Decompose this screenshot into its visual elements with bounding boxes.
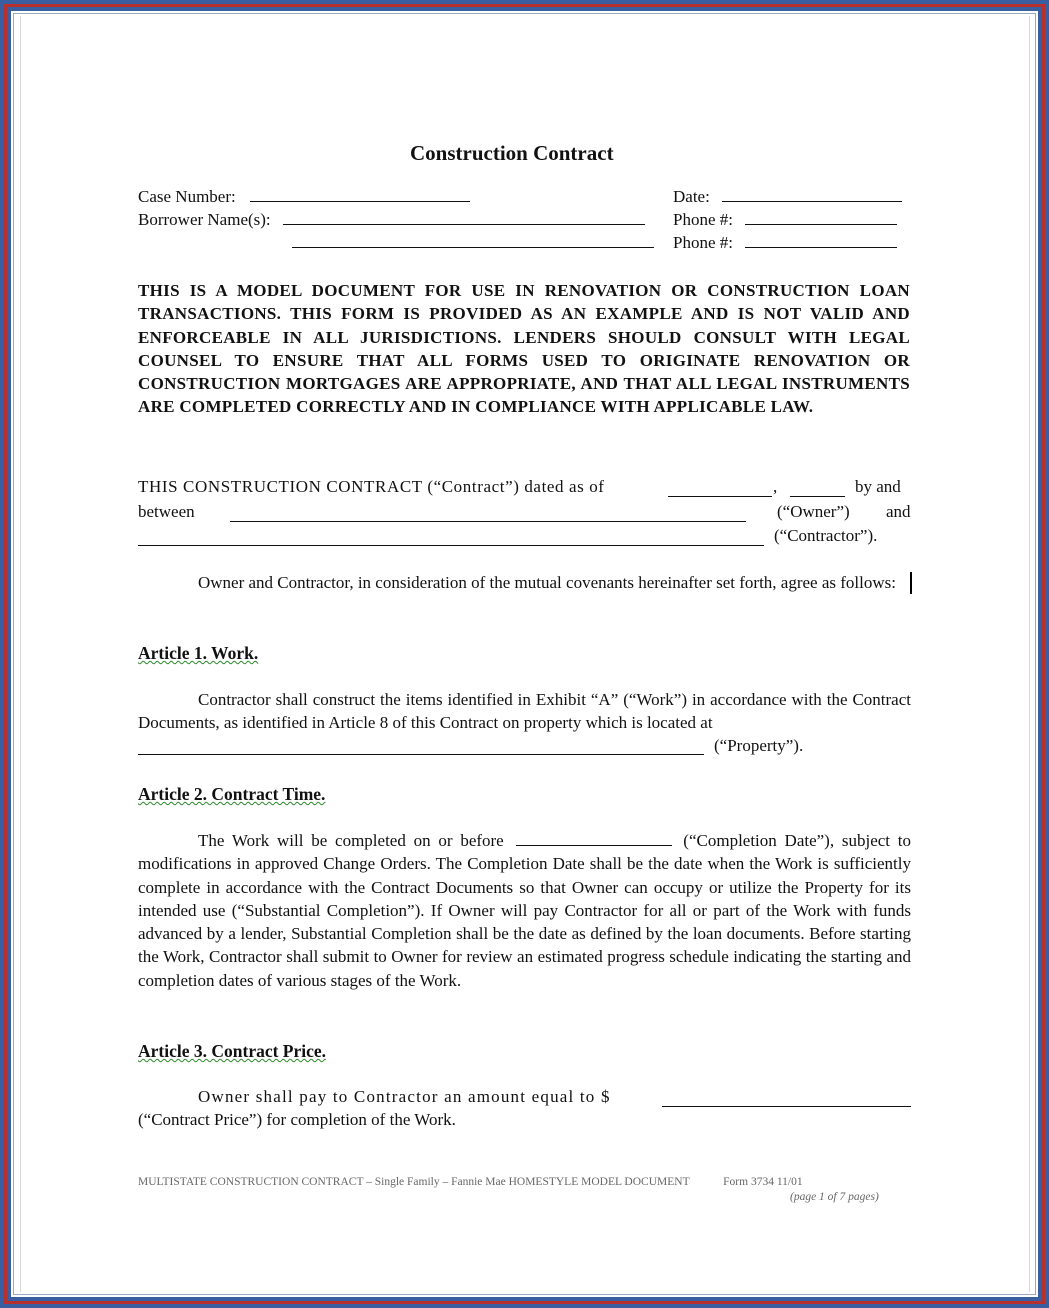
preamble-text: THIS CONSTRUCTION CONTRACT (“Contract”) dated as of [138,477,605,496]
footer-left [138,1176,803,1188]
preamble-contractor: (“Contractor”). [774,526,878,545]
article-1-property: (“Property”). [714,736,804,755]
case-number-field[interactable] [138,187,470,207]
intro-paragraph [138,571,911,594]
article-1-paragraph [138,688,911,735]
article-3-text-start: Owner shall pay to Contractor an amount equal to $ [198,1087,611,1106]
contract-year-blank[interactable] [790,496,845,497]
article-3-text-end: (“Contract Price”) for completion of the Work. [138,1110,456,1129]
document-title: Construction Contract [410,141,614,165]
case-number-label: Case Number: [138,187,236,206]
borrower-name-blank-2[interactable] [292,247,654,248]
preamble-line-1 [138,477,605,497]
preamble-comma: , [773,477,778,496]
footer-form: Form 3734 11/01 [723,1176,803,1188]
phone-label-1: Phone #: [673,210,733,229]
phone-field-1[interactable] [673,210,897,230]
borrower-name-label: Borrower Name(s): [138,210,271,229]
borrower-name-blank-1[interactable] [283,210,645,225]
preamble-between: between [138,502,195,521]
owner-name-blank[interactable] [230,521,746,522]
case-number-blank[interactable] [250,187,470,202]
article-3-heading: Article 3. Contract Price. [138,1041,327,1061]
preamble-by-and: by and [855,477,901,496]
property-address-blank[interactable] [138,754,704,755]
preamble-owner: (“Owner”) [777,502,850,521]
contract-date-blank[interactable] [668,496,772,497]
article-2-heading: Article 2. Contract Time. [138,784,326,804]
intro-text: Owner and Contractor, in consideration of the mutual covenants hereinafter set forth, agree as follows: [198,573,896,592]
preamble-and: and [886,502,911,521]
contract-price-blank[interactable] [662,1106,911,1107]
completion-date-blank[interactable] [516,831,672,846]
text-cursor [910,572,912,594]
date-label: Date: [673,187,710,206]
footer-title: MULTISTATE CONSTRUCTION CONTRACT – Single Family – Fannie Mae HOMESTYLE MODEL DOCUMENT [138,1176,690,1188]
article-2-text: (“Completion Date”), subject to modifications in approved Change Orders. The Completion Date shall be the date when the Work is sufficiently complete in accordance with the Contract Documents so that Owner can occupy or utilize the Property for its intended use (“Substantial Completion”). If Owner will pay Contractor for all or part of the Work with funds advanced by a lender, Substantial Completion shall be the date as defined by the loan documents. Before starting the Work, Contractor shall submit to Owner for review an estimated progress schedule indicating the starting and completion dates of various stages of the Work. [138,831,912,990]
article-2-text-start: The Work will be completed on or before [198,831,504,850]
phone-blank-2[interactable] [745,233,897,248]
article-2-paragraph [138,829,911,992]
borrower-name-field[interactable] [138,210,645,230]
date-field[interactable] [673,187,902,207]
date-blank[interactable] [722,187,902,202]
footer-page: (page 1 of 7 pages) [790,1191,879,1203]
contractor-name-blank[interactable] [138,545,764,546]
article-1-heading: Article 1. Work. [138,643,259,663]
phone-label-2: Phone #: [673,233,733,252]
phone-field-2[interactable] [673,233,897,253]
legal-notice: THIS IS A MODEL DOCUMENT FOR USE IN RENOVATION OR CONSTRUCTION LOAN TRANSACTIONS. THIS FORM IS PROVIDED AS AN EXAMPLE AND IS NOT VALID AND ENFORCEABLE IN ALL JURISDICTIONS. LENDERS SHOULD CONSULT WITH LEGAL COUNSEL TO ENSURE THAT ALL FORMS USED TO ORIGINATE RENOVATION OR CONSTRUCTION MORTGAGES ARE APPROPRIATE, AND THAT ALL LEGAL INSTRUMENTS ARE COMPLETED CORRECTLY AND IN COMPLIANCE WITH APPLICABLE LAW. [138,281,910,417]
article-1-text: Contractor shall construct the items identified in Exhibit “A” (“Work”) in accordance with the Contract Documents, as identified in Article 8 of this Contract on property which is located at [138,690,911,733]
phone-blank-1[interactable] [745,210,897,225]
